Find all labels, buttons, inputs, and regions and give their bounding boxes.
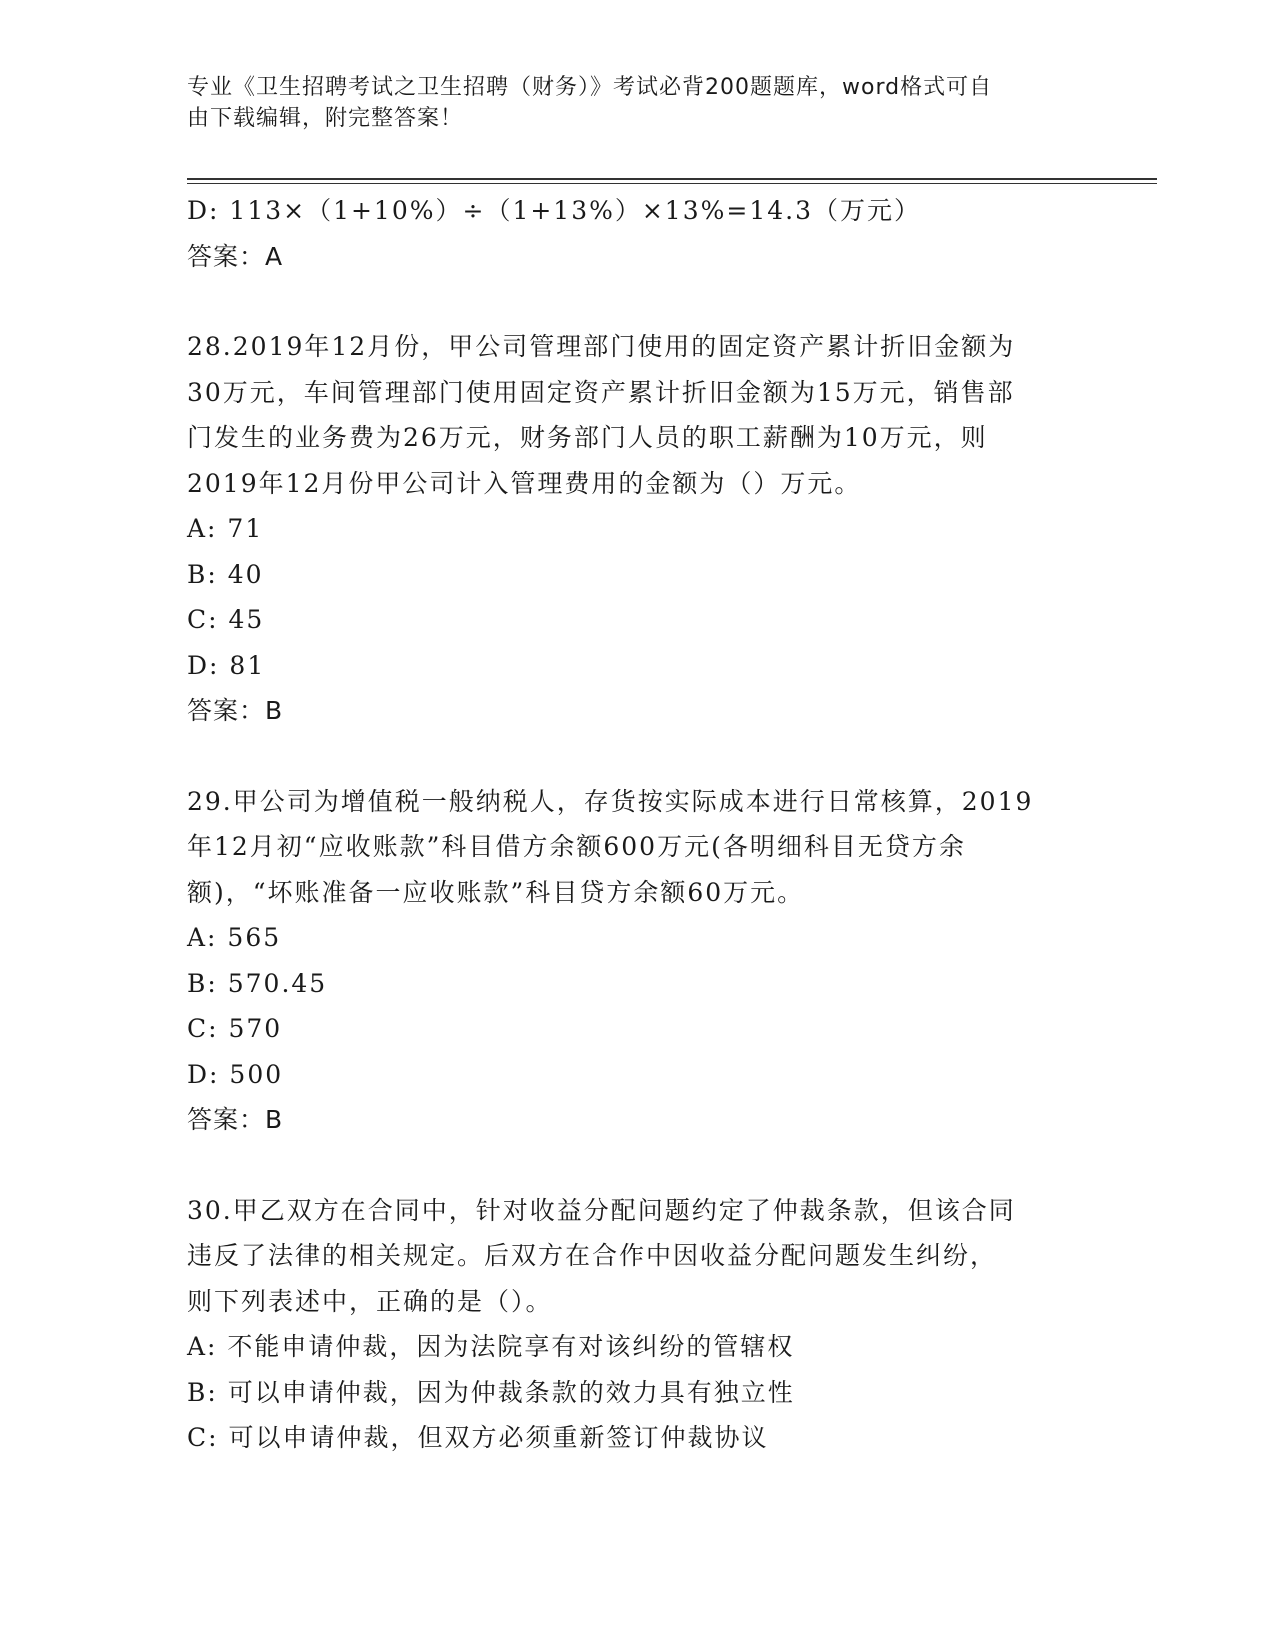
option-c: C: 570	[187, 1014, 283, 1043]
question-text-line: 28.2019年12月份，甲公司管理部门使用的固定资产累计折旧金额为	[187, 332, 1016, 361]
question-29	[187, 779, 1087, 1143]
document-body	[187, 188, 1087, 1461]
question-text-line: 年12月初“应收账款”科目借方余额600万元(各明细科目无贷方余	[187, 832, 966, 861]
option-a: A: 71	[187, 514, 264, 543]
option-d: D: 81	[187, 650, 266, 680]
option-c: C: 可以申请仲裁，但双方必须重新签订仲裁协议	[187, 1423, 769, 1452]
header-rule-thin	[187, 183, 1157, 184]
question-text-line: 则下列表述中，正确的是（）。	[187, 1286, 553, 1316]
question-28	[187, 324, 1087, 734]
option-c: C: 45	[187, 605, 265, 634]
header-line-2: 由下载编辑，附完整答案！	[187, 106, 464, 131]
option-b: B: 40	[187, 559, 264, 589]
question-text-line: 29.甲公司为增值税一般纳税人，存货按实际成本进行日常核算，2019	[187, 786, 1034, 816]
question-text-line: 30万元，车间管理部门使用固定资产累计折旧金额为15万元，销售部	[187, 377, 1015, 407]
header-rule-thick	[187, 178, 1157, 180]
option-d: D: 500	[187, 1059, 284, 1089]
question-text-line: 额)，“坏账准备一应收账款”科目贷方余额60万元。	[187, 877, 805, 907]
option-b: B: 570.45	[187, 968, 328, 998]
question-text-line: 违反了法律的相关规定。后双方在合作中因收益分配问题发生纠纷，	[187, 1241, 998, 1270]
question-text-line: 门发生的业务费为26万元，财务部门人员的职工薪酬为10万元，则	[187, 423, 988, 452]
option-b: B: 可以申请仲裁，因为仲裁条款的效力具有独立性	[187, 1377, 795, 1407]
answer: 答案：B	[187, 696, 284, 725]
question-text-line: 30.甲乙双方在合同中，针对收益分配问题约定了仲裁条款，但该合同	[187, 1195, 1016, 1225]
previous-question-tail	[187, 188, 1087, 279]
question-30	[187, 1188, 1087, 1461]
answer: 答案：A	[187, 241, 284, 271]
option-d: D: 113×（1+10%）÷（1+13%）×13%=14.3（万元）	[187, 196, 921, 225]
header-line-1: 专业《卫生招聘考试之卫生招聘（财务）》考试必背200题题库，word格式可自	[187, 75, 993, 100]
question-text-line: 2019年12月份甲公司计入管理费用的金额为（）万元。	[187, 468, 862, 498]
answer: 答案：B	[187, 1105, 284, 1134]
option-a: A: 565	[187, 923, 282, 952]
document-header	[187, 72, 1067, 134]
option-a: A: 不能申请仲裁，因为法院享有对该纠纷的管辖权	[187, 1332, 795, 1361]
